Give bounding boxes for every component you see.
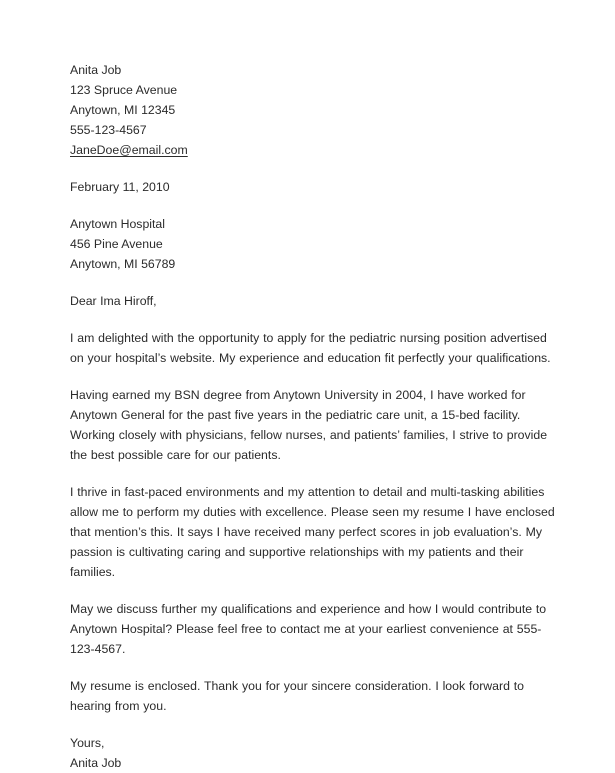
salutation-line: Dear Ima Hiroff, xyxy=(70,294,157,308)
salutation-block xyxy=(70,291,560,311)
sender-email-link[interactable]: JaneDoe@email.com xyxy=(70,143,188,157)
recipient-street: 456 Pine Avenue xyxy=(70,237,163,251)
date-block xyxy=(70,177,560,197)
body-paragraph-2: Having earned my BSN degree from Anytown University in 2004, I have worked for Anytown General for the past five years in the pediatric care unit, a 15-bed facility. Working closely with physicians, fellow nurses, and patients’ families, I strive to provide the best possible care for our patients. xyxy=(70,388,548,462)
sender-email-line xyxy=(70,140,560,160)
recipient-city-state-zip: Anytown, MI 56789 xyxy=(70,257,176,271)
body-paragraph-3: I thrive in fast-paced environments and my attention to detail and multi-tasking abilities allow me to perform my duties with excellence. Please seen my resume I have enclosed that mention’s this. It says I have received many perfect scores in job evaluation’s. My passion is cultivating caring and supportive relationships with my patients and their families. xyxy=(70,485,555,579)
sender-address-block xyxy=(70,60,560,160)
valediction: Yours, xyxy=(70,736,105,750)
body-paragraph-1: I am delighted with the opportunity to apply for the pediatric nursing position advertised on your hospital’s website. My experience and education fit perfectly your qualifications. xyxy=(70,331,551,365)
letter-body xyxy=(70,60,560,773)
sender-name: Anita Job xyxy=(70,63,122,77)
signature-name: Anita Job xyxy=(70,756,122,770)
closing-block xyxy=(70,733,560,773)
sender-street: 123 Spruce Avenue xyxy=(70,83,178,97)
recipient-address-block xyxy=(70,214,560,274)
body-paragraph-5: My resume is enclosed. Thank you for your sincere consideration. I look forward to hearing from you. xyxy=(70,679,525,713)
body-paragraph-4: May we discuss further my qualifications and experience and how I would contribute to Anytown Hospital? Please feel free to contact me at your earliest convenience at 555-123-4567. xyxy=(70,602,547,656)
sender-phone: 555-123-4567 xyxy=(70,123,147,137)
recipient-organization: Anytown Hospital xyxy=(70,217,166,231)
sender-city-state-zip: Anytown, MI 12345 xyxy=(70,103,176,117)
letter-date: February 11, 2010 xyxy=(70,180,170,194)
